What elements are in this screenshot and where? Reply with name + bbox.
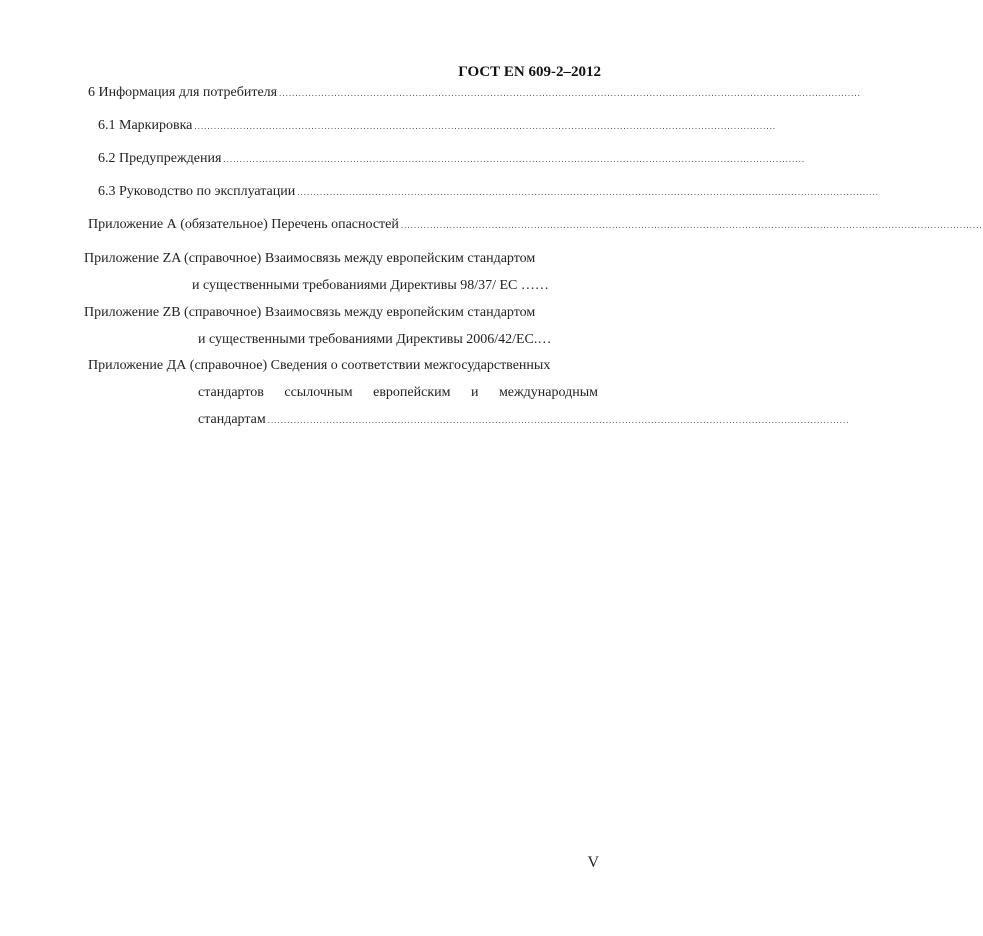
leader-dots: ................................................................................................................................................................................... <box>223 154 806 164</box>
word: стандартов <box>198 385 264 400</box>
toc-entry-appendix-da-line1: Приложение ДА (справочное) Сведения о соответствии межгосударственных <box>88 358 551 373</box>
toc-entry-title: Приложение А (обязательное) Перечень опасностей <box>88 217 399 232</box>
toc-entry-title: 6.2 Предупреждения <box>98 151 222 166</box>
toc-entry-appendix-a <box>88 216 983 234</box>
leader-dots: ................................................................................................................................................................................... <box>267 415 850 425</box>
toc-entry-title: стандартам <box>198 412 266 427</box>
toc-entry-6-1 <box>98 117 777 135</box>
toc-entry-appendix-za-line2: и существенными требованиями Директивы 98/37/ ЕС …… <box>192 278 549 293</box>
toc-entry-title: 6.1 Маркировка <box>98 118 193 133</box>
toc-entry-6-2 <box>98 150 806 168</box>
toc-entry-appendix-zb-line2: и существенными требованиями Директивы 2006/42/ЕС.… <box>198 332 552 347</box>
word: европейским <box>373 385 451 400</box>
leader-dots: ................................................................................................................................................................................... <box>194 121 777 131</box>
toc-entry-appendix-zb-line1: Приложение ZB (справочное) Взаимосвязь между европейским стандартом <box>84 305 536 320</box>
leader-dots: ................................................................................................................................................................................... <box>400 220 983 230</box>
toc-entry-appendix-za-line1: Приложение ZA (справочное) Взаимосвязь между европейским стандартом <box>84 251 536 266</box>
word: и <box>470 385 479 400</box>
toc-entry-title: 6 Информация для потребителя <box>88 85 278 100</box>
leader-dots: ................................................................................................................................................................................... <box>297 187 880 197</box>
toc-entry-appendix-da-line3 <box>198 411 850 429</box>
leader-dots: ................................................................................................................................................................................... <box>279 88 861 98</box>
toc-entry-section-6 <box>88 84 861 102</box>
toc-entry-title: 6.3 Руководство по эксплуатации <box>98 184 296 199</box>
toc-entry-appendix-da-line2 <box>198 384 598 401</box>
word: ссылочным <box>284 385 353 400</box>
toc-entry-6-3 <box>98 183 880 201</box>
word: международным <box>498 385 598 400</box>
page-number: V <box>587 854 599 871</box>
document-code: ГОСТ EN 609-2–2012 <box>458 64 601 80</box>
